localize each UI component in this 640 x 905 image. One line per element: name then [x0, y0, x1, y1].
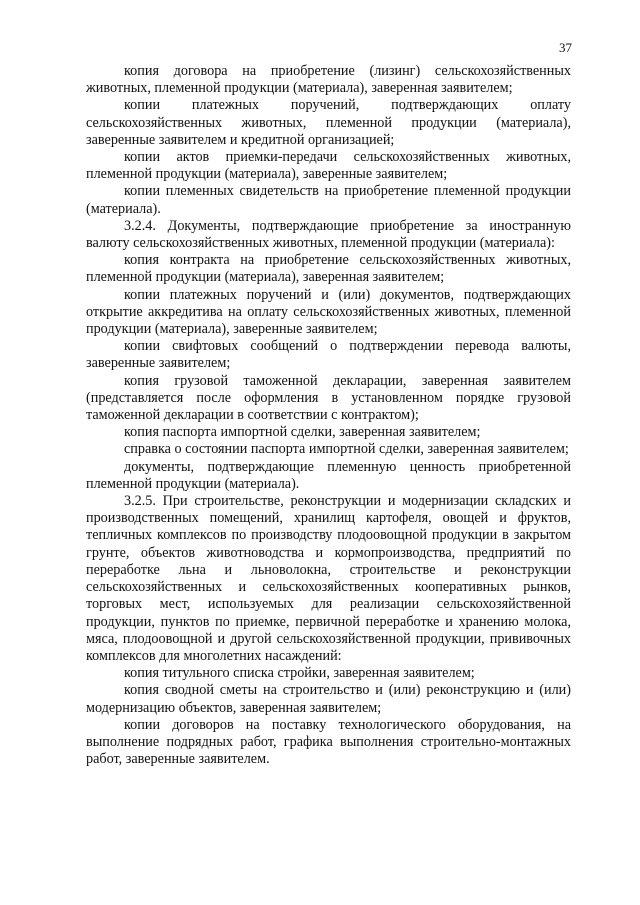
paragraph-purchase-contract-copy: копия контракта на приобретение сельскохозяйственных животных, племенной продукции (материала), заверенная заявителем; [86, 252, 571, 286]
paragraph-import-passport-certificate: справка о состоянии паспорта импортной сделки, заверенная заявителем; [124, 441, 569, 458]
paragraph-title-list-copy: копия титульного списка стройки, заверенная заявителем; [124, 665, 475, 682]
paragraph-customs-declaration-copy: копия грузовой таможенной декларации, заверенная заявителем (представляется после оформления в установленном порядке грузовой таможенной декларации в соответствии с контрактом); [86, 372, 571, 424]
page-number: 37 [559, 40, 572, 55]
paragraph-import-passport-copy: копия паспорта импортной сделки, заверенная заявителем; [124, 424, 481, 441]
document-body [86, 63, 571, 768]
paragraph-section-3-2-5: 3.2.5. При строительстве, реконструкции и модернизации складских и производственных помещений, хранилищ картофеля, овощей и фруктов, тепличных комплексов по производству плодоовощной продукции в закрытом грунте, объектов животноводства и кормопроизводства, предприятий по переработке льна и льноволокна, строительстве и реконструкции сельскохозяйственных и сельскохозяйственных кооперативных рынков, торговых мест, используемых для реализации сельскохозяйственной продукции, пунктов по приемке, первичной переработке и хранению молока, мяса, плодоовощной и другой сельскохозяйственной продукции, прививочных комплексов для многолетних насаждений: [86, 493, 571, 664]
paragraph-swift-messages-copies: копии свифтовых сообщений о подтверждении перевода валюты, заверенные заявителем; [86, 338, 571, 372]
paragraph-acceptance-acts-copies: копии актов приемки-передачи сельскохозяйственных животных, племенной продукции (материала), заверенные заявителем; [86, 149, 571, 183]
paragraph-payment-orders-copies: копии платежных поручений, подтверждающих оплату сельскохозяйственных животных, племенной продукции (материала), заверенные заявителем и кредитной организацией; [86, 97, 571, 148]
paragraph-letter-of-credit-copies: копии платежных поручений и (или) документов, подтверждающих открытие аккредитива на оплату сельскохозяйственных животных, племенной продукции (материала), заверенные заявителем; [86, 286, 571, 338]
paragraph-lease-contract-copy: копия договора на приобретение (лизинг) сельскохозяйственных животных, племенной продукции (материала), заверенная заявителем; [86, 63, 571, 97]
paragraph-supply-contracts-copies: копии договоров на поставку технологического оборудования, на выполнение подрядных работ, графика выполнения строительно-монтажных работ, заверенные заявителем. [86, 716, 571, 768]
paragraph-summary-estimate-copy: копия сводной сметы на строительство и (или) реконструкцию и (или) модернизацию объектов, заверенная заявителем; [86, 682, 571, 716]
paragraph-breeding-value-documents: документы, подтверждающие племенную ценность приобретенной племенной продукции (материала). [86, 458, 571, 492]
paragraph-section-3-2-4: 3.2.4. Документы, подтверждающие приобретение за иностранную валюту сельскохозяйственных животных, племенной продукции (материала): [86, 217, 571, 252]
paragraph-breeding-certificates-copies: копии племенных свидетельств на приобретение племенной продукции (материала). [86, 183, 571, 217]
